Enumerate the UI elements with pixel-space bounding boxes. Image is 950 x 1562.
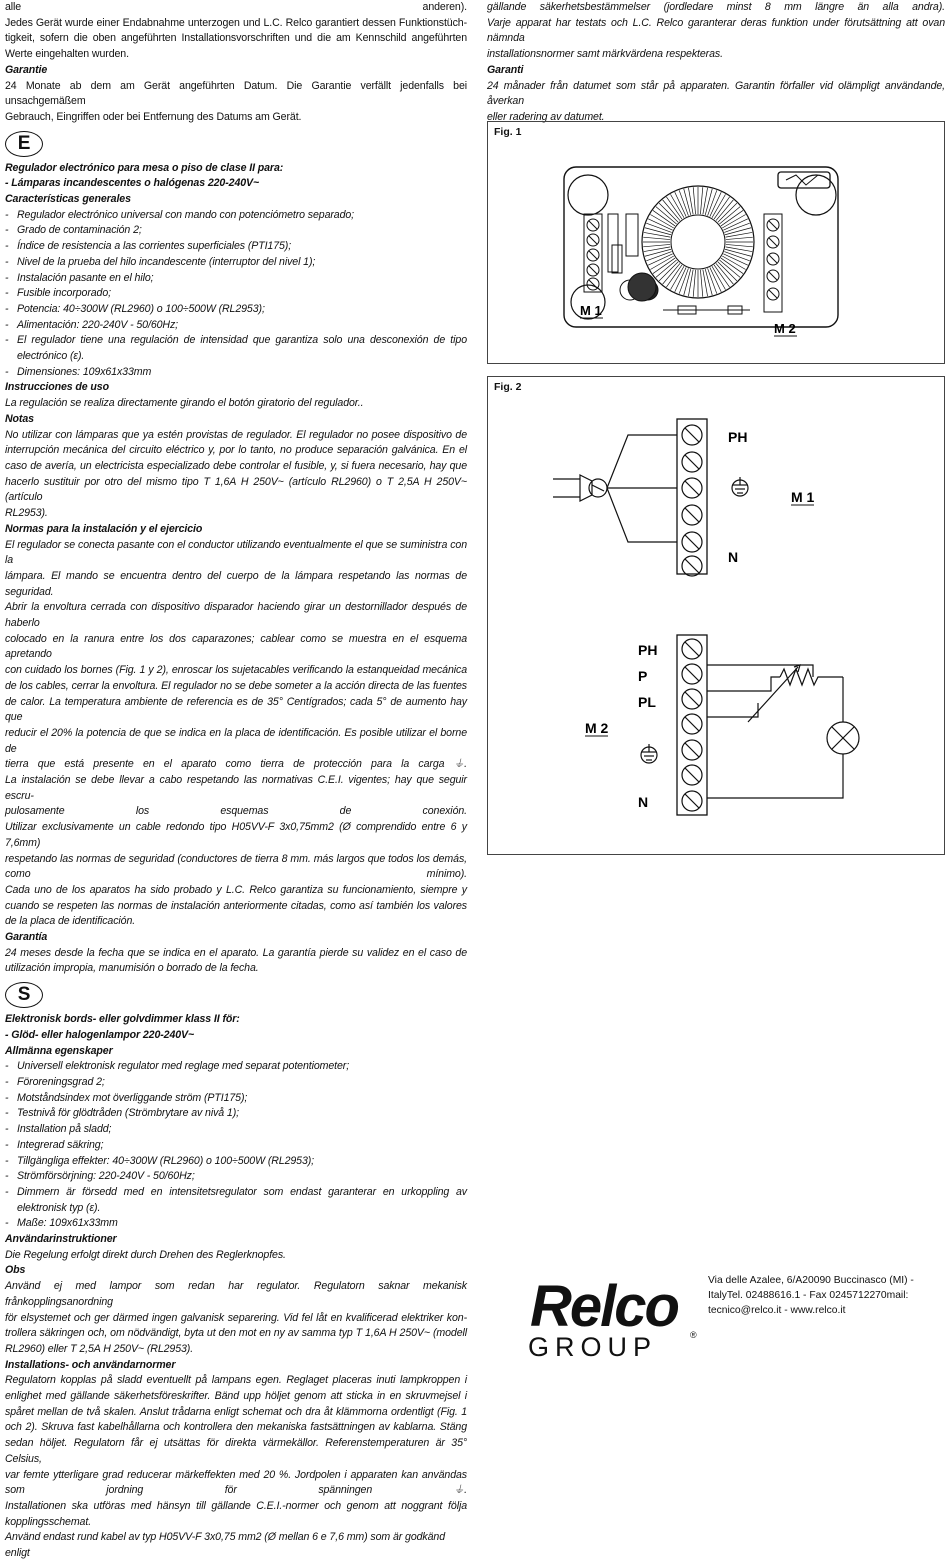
text-line: Die Regelung erfolgt direkt durch Drehen des Reglerknopfes. [5, 1248, 286, 1261]
fig2-n2-label: N [638, 794, 649, 810]
sv-subtitle: - Glöd- eller halogenlampor 220-240V~ [5, 1028, 195, 1041]
text-line: som jordning för spänningen ⏚. [5, 1484, 467, 1497]
text-line: Installationen ska utföras med hänsyn till gällande C.E.I.-normer och genom att noggrant följa [5, 1499, 467, 1512]
list-item: - Föroreningsgrad 2; [5, 1076, 105, 1088]
text-line: mail: tecnico@relco.it - www.relco.it [708, 1290, 909, 1317]
text-line: como mínimo). [5, 868, 467, 881]
text-line: Abrir la envoltura cerrada con dispositivo disparador haciendo girar un destornillador después de haberlo [5, 601, 467, 630]
logo-word: Relco [530, 1274, 678, 1339]
text-line: eller radering av datumet. [487, 110, 605, 123]
de-garantie-text [5, 79, 467, 126]
es-char-title: Características generales [5, 193, 131, 206]
text-line: Cada uno de los aparatos ha sido probado y L.C. Relco garantiza su funcionamiento, siempre y [5, 883, 467, 896]
list-item: - Instalación pasante en el hilo; [5, 271, 154, 284]
text-line: hacerlo sustituir por otro del mismo tipo T 1,6A H 250V~ (artículo RL2960) o T 2,5A H 250V~ (artículo [5, 475, 467, 504]
text-line: lámpara. El mando se encuentra dentro del cuerpo de la lámpara respetando las normas de seguridad. [5, 569, 467, 598]
list-item: - Fusible incorporado; [5, 287, 111, 300]
text-line: 24 meses desde la fecha que se indica en el aparato. La garantía pierde su validez en el caso de [5, 946, 467, 959]
es-instr-text [5, 396, 467, 412]
list-item: - Índice de resistencia a las corrientes superficiales (PTI175); [5, 240, 292, 253]
text-line: reducir el 20% la potencia de que se indica en la placa de identificación. Es posible utilizar el borne de [5, 726, 467, 755]
text-line: pulosamente los esquemas de conexión. [5, 805, 467, 818]
text-line: La instalación se debe llevar a cabo respetando las normativas C.E.I. vigentes; hay que seguir escru- [5, 774, 467, 802]
text-line: Använd endast rund kabel av typ H05VV-F 3x0,75 mm2 (Ø mellan 6 e 7,6 mm) som är godkänd enligt [5, 1531, 445, 1560]
earth-icon-2 [641, 744, 657, 763]
text-line: Werte eingehalten wurden. [5, 48, 129, 61]
text-line: 20090 Buccinasco (MI) - Italy [708, 1275, 914, 1302]
text-line: de los cables, cerrar la envoltura. El regulador no se debe someter a la acción directa de las fuentes [5, 679, 467, 692]
text-line: La regulación se realiza directamente girando el botón giratorio del regulador.. [5, 397, 364, 410]
list-item: - Grado de contaminación 2; [5, 224, 142, 237]
text-line: con cuidado los bornes (Fig. 1 y 2), enroscar los sujetacables verificando la estanqueidad mecánica [5, 664, 467, 677]
text-line: installationsnormer samt märkvärdena respekteras. [487, 48, 723, 61]
text-line: Gebrauch, Eingriffen oder bei Entfernung des Datums am Gerät. [5, 110, 302, 123]
list-item: - Installation på sladd; [5, 1123, 112, 1136]
fig1-dimmer-drawing [488, 122, 946, 365]
list-item: - Regulador electrónico universal con mando con potenciómetro separado; [5, 208, 355, 221]
text-line: respetando las normas de seguridad (conductores de tierra 8 mm. más largos que todos los demás, [5, 852, 467, 865]
list-item: - Universell elektronisk regulator med reglage med separat potentiometer; [5, 1060, 350, 1073]
es-garantia-text [5, 946, 467, 977]
list-item: - El regulador tiene una regulación de intensidad que garantiza solo una desconexión de tipo electrónico (ε). [5, 334, 467, 363]
sv-obs-title: Obs [5, 1264, 26, 1277]
text-line: El regulador se conecta pasante con el conductor utilizando eventualmente el que se suministra con la [5, 538, 467, 567]
text-line: tierra que está presente en el aparato como tierra de protección para la carga ⏚. [5, 758, 467, 771]
text-line: alle anderen). [5, 1, 467, 13]
list-item: - Alimentación: 220-240V - 50/60Hz; [5, 318, 178, 331]
es-instr-title: Instrucciones de uso [5, 381, 109, 394]
fig2-ph2-label: PH [638, 642, 658, 658]
text-line: trollera säkringen och, om nödvändigt, byta ut den mot en ny av samma typ T 1,6A H 250V~ (modell [5, 1327, 467, 1340]
list-item: - Motståndsindex mot överliggande ström (PTI175); [5, 1091, 248, 1104]
sv-inst-text [5, 1373, 467, 1561]
text-line: Använd ej med lampor som redan har regulator. Regulatorn saknar mekanisk frånkopplingsanordning [5, 1280, 467, 1308]
list-item: - Potencia: 40÷300W (RL2960) o 100÷500W (RL2953); [5, 302, 265, 315]
text-line: var femte ytterligare grad reducerar märkeffekten med 20 %. Jordpolen i apparaten kan användas [5, 1468, 467, 1481]
fig2-m1-label: M 1 [791, 489, 815, 505]
text-line: Utilizar exclusivamente un cable redondo tipo H05VV-F 3x0,75mm2 (Ø comprendido entre 6 y 7,6mm) [5, 821, 467, 849]
fig2-label: Fig. 2 [494, 381, 522, 393]
fig2-m2-label: M 2 [585, 720, 609, 736]
figure-2 [487, 376, 945, 855]
text-line: för elsystemet och ger därmed ingen galvanisk separering. Vid fel låt en kvalificerad elektriker kon- [5, 1311, 467, 1324]
text-line: Varje apparat har testats och L.C. Relco garanterar deras funktion under förutsättning att ovan nämnda [487, 16, 945, 45]
fig2-wiring-diagram [488, 377, 946, 856]
text-line: cuando se respeten las normas de instalación anteriormente citadas, como así también los valores [5, 899, 467, 912]
text-line: colocado en la ranura entre los dos caparazones; cablear como se muestra en el esquema apretando [5, 632, 467, 661]
text-line: 24 Monate ab dem am Gerät angeführten Datum. Die Garantie verfällt jedenfalls bei unsachgemäßem [5, 79, 467, 108]
text-line: Regulatorn kopplas på sladd eventuellt på lampans egen. Reglaget placeras inuti lampkroppen i [5, 1374, 467, 1387]
text-line: Tel. 02488616.1 - Fax 0245712270 [726, 1290, 887, 1302]
es-char-list [5, 208, 467, 381]
fig1-m2-label: M 2 [774, 321, 796, 336]
logo-registered: ® [690, 1330, 697, 1340]
text-line: gällande säkerhetsbestämmelser (jordledare minst 8 mm längre än alla andra). [487, 1, 945, 13]
sv-instr-title: Användarinstruktioner [5, 1233, 117, 1246]
text-line: Via delle Azalee, 6/A [708, 1275, 803, 1286]
list-item: - Dimensiones: 109x61x33mm [5, 365, 152, 378]
list-item: - Nivel de la prueba del hilo incandescente (interruptor del nivel 1); [5, 255, 316, 268]
fig1-m1-label: M 1 [580, 303, 602, 318]
sv-char-list [5, 1059, 467, 1232]
de-intro [5, 0, 467, 63]
sv-top-text [487, 0, 945, 63]
footer-address [708, 1273, 950, 1318]
sv-garanti-title: Garanti [487, 63, 524, 76]
es-notas-text [5, 428, 467, 522]
fig2-ph-label: PH [728, 429, 748, 445]
de-garantie-title: Garantie [5, 63, 48, 76]
text-line: kopplingsschemat. [5, 1515, 92, 1528]
spanish-section-badge: E [5, 131, 43, 157]
text-line: och 2). Skruva fast kabelhållarna och kontrollera den mekaniska fastsättningen av kablarna. Stäng [5, 1421, 467, 1434]
list-item: - Integrerad säkring; [5, 1138, 104, 1151]
text-line: enlighet med gällande säkerhetsföreskrifter. Bänd upp höljet genom att sticka in en skruvmejsel i [5, 1390, 467, 1403]
text-line: tigkeit, sofern die oben angeführten Installationsvorschriften und die am Kennschild angeführten [5, 32, 467, 45]
right-column [487, 0, 945, 126]
fig2-pl-label: PL [638, 694, 656, 710]
sv-inst-title: Installations- och användarnormer [5, 1358, 176, 1371]
text-line: RL2953). [5, 507, 48, 520]
relco-logo [520, 1268, 710, 1362]
sv-instr-text [5, 1248, 467, 1264]
left-column [5, 0, 467, 1562]
es-normas-title: Normas para la instalación y el ejercicio [5, 522, 203, 535]
text-line: sedan höljet. Regulatorn får ej utsättas för direkta värmekällor. Referenstemperaturen är 35° Celsius, [5, 1437, 467, 1465]
fig2-p-label: P [638, 668, 648, 684]
swedish-section-badge: S [5, 982, 43, 1008]
fig1-label: Fig. 1 [494, 126, 522, 138]
figure-1 [487, 121, 945, 364]
sv-char-title: Allmänna egenskaper [5, 1044, 113, 1057]
sv-obs-text [5, 1279, 467, 1358]
es-title: Regulador electrónico para mesa o piso de clase II para: [5, 161, 284, 174]
list-item: - Testnivå för glödtråden (Strömbrytare av nivå 1); [5, 1107, 239, 1120]
earth-icon [732, 477, 748, 496]
list-item: - Maße: 109x61x33mm [5, 1217, 118, 1230]
sv-garanti-text [487, 79, 945, 126]
text-line: de calor. La temperatura ambiente de referencia es de 35° Centígrados; cada 5° de aumento hay que [5, 695, 467, 724]
text-line: RL2960) eller T 2,5A H 250V~ (RL2953). [5, 1342, 194, 1355]
list-item: - Tillgängliga effekter: 40÷300W (RL2960) o 100÷500W (RL2953); [5, 1154, 315, 1167]
text-line: caso de avería, un electricista especializado debe controlar el fusible, y, si fuera necesario, hay que [5, 459, 467, 472]
text-line: spåret mellan de två skalen. Anslut trådarna enligt schemat och dra åt klämmorna ordentligt (Fig. 1 [5, 1405, 467, 1418]
fig2-n-label: N [728, 549, 739, 565]
text-line: No utilizar con lámparas que ya estén provistas de regulador. El regulador no posee dispositivo de [5, 428, 467, 441]
sv-title: Elektronisk bords- eller golvdimmer klass II för: [5, 1013, 240, 1026]
logo-group: GROUP [528, 1332, 658, 1362]
es-subtitle: - Lámparas incandescentes o halógenas 220-240V~ [5, 177, 260, 190]
text-line: de la placa de identificación. [5, 915, 136, 928]
es-normas-text [5, 538, 467, 931]
list-item: - Dimmern är försedd med en intensitetsregulator som endast garanterar en urkoppling av elektronisk typ (ε). [5, 1185, 467, 1214]
list-item: - Strömförsörjning: 220-240V - 50/60Hz; [5, 1170, 195, 1183]
es-notas-title: Notas [5, 412, 34, 425]
text-line: Jedes Gerät wurde einer Endabnahme unterzogen und L.C. Relco garantiert dessen Funktionstüch- [5, 16, 467, 29]
es-garantia-title: Garantía [5, 931, 48, 944]
text-line: 24 månader från datumet som står på apparaten. Garantin förfaller vid olämpligt användande, åverkan [487, 79, 945, 108]
text-line: interrupción mecánica del circuito eléctrico y, por lo tanto, no produce separación galvánica. En el [5, 444, 467, 457]
text-line: utilización impropia, manumisión o borrado de la fecha. [5, 962, 259, 975]
